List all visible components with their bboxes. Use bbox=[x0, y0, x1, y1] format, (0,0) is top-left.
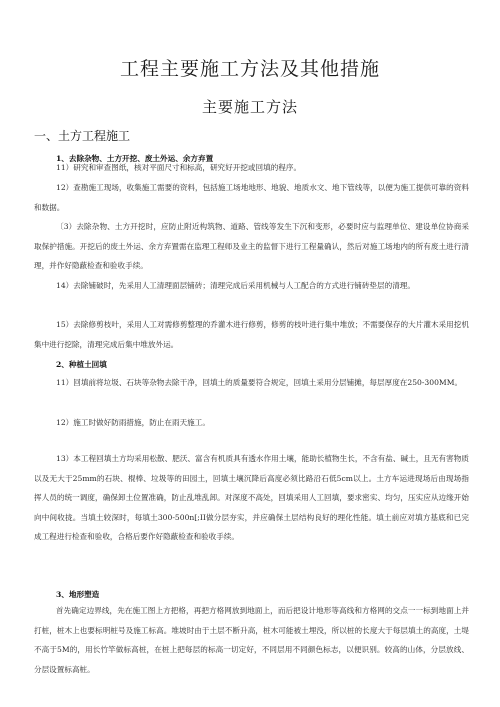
section-heading-earthwork: 一、土方工程施工 bbox=[34, 129, 131, 143]
document-title: 工程主要施工方法及其他措施 bbox=[119, 58, 380, 80]
subsection-heading-excavation: 1、去除杂物、土方开挖、废土外运、余方弃置 bbox=[56, 154, 214, 163]
paragraph: 〔3）去除杂物、土方开挖时，应防止附近构筑物、道路、管线等发生下沉和变形，必要时应与监理单位、建设单位协商采取保护措施。开挖后的废土外运、余方弃置需在监理工程师及业主的监督下进行工程量确认，然后对施工场地内的所有废土进行清理，并作好隐蔽检查和验收手续。 bbox=[34, 222, 469, 271]
paragraph: 11）研究和审查图纸，核对平面尺寸和标高，研究好开挖或回填的程序。 bbox=[56, 163, 302, 172]
paragraph: 12）查勘施工现场，收集施工需要的资料，包括施工场地地形、地貌、地质水文、地下管线等，以便为施工提供可靠的资料和数据。 bbox=[34, 183, 469, 212]
paragraph: 12）施工时做好防雨措施，防止在雨天施工。 bbox=[56, 418, 210, 427]
paragraph: 15）去除修剪枝叶，采用人工对需修剪整理的乔灌木进行修剪，修剪的枝叶进行集中堆放；不需要保存的大片灌木采用挖机集中进行挖除，清理完成后集中堆放外运。 bbox=[34, 320, 469, 349]
subsection-heading-backfill: 2、种植土回填 bbox=[56, 360, 107, 369]
paragraph: 13）本工程回填土方均采用松散、肥沃、富含有机质具有透水作用土壤，能助长植物生长，不含有盐、碱土，且无有害物质以及无大于25mm的石块、棍棒、垃圾等的田园土，回填土壤沉降后高度必须比路沿石低5cm以上。土方车运进现场后由现场指挥人员的统一调度，确保卸土位置准确，防止乱堆乱卸。对深度不高处，回填采用人工回填，要求密实、均匀，压实应从边缘开始向中间收拢。当填土较深时，每填土300-500n[;II做分层夯实，并应确保土层结构良好的理化性能。填土前应对填方基底和已完成工程进行检查和验收，合格后要作好隐蔽检查和验收手续。 bbox=[34, 454, 469, 542]
paragraph: 11）回填前将垃圾、石块等杂物去除干净，回填土的质量要符合规定，回填土采用分层铺摊，每层厚度在250-300MM。 bbox=[56, 378, 463, 387]
paragraph: 首先确定边界线，先在施工图上方把格，再把方格网放到地面上，而后把设计地形等高线和方格网的交点一一标到地面上并打桩，桩木上也要标明桩号及施工标高。堆坡时由于土层不断升高，桩木可能被土埋没，所以桩的长度大于每层填土的高度，土堤不高于5M的，用长竹竿做标高桩，在桩上把每层的标高一切定好，不同层用不同颜色标志，以便识别。较高的山体，分层放线、分层设置标高桩。 bbox=[34, 606, 469, 674]
paragraph: 14）去除铺破时，先采用人工清理面层铺砖；清理完成后采用机械与人工配合的方式进行铺砖垫层的清理。 bbox=[56, 281, 415, 290]
document-subtitle: 主要施工方法 bbox=[201, 98, 298, 116]
subsection-heading-terrain: 3、地形塑造 bbox=[56, 590, 100, 599]
